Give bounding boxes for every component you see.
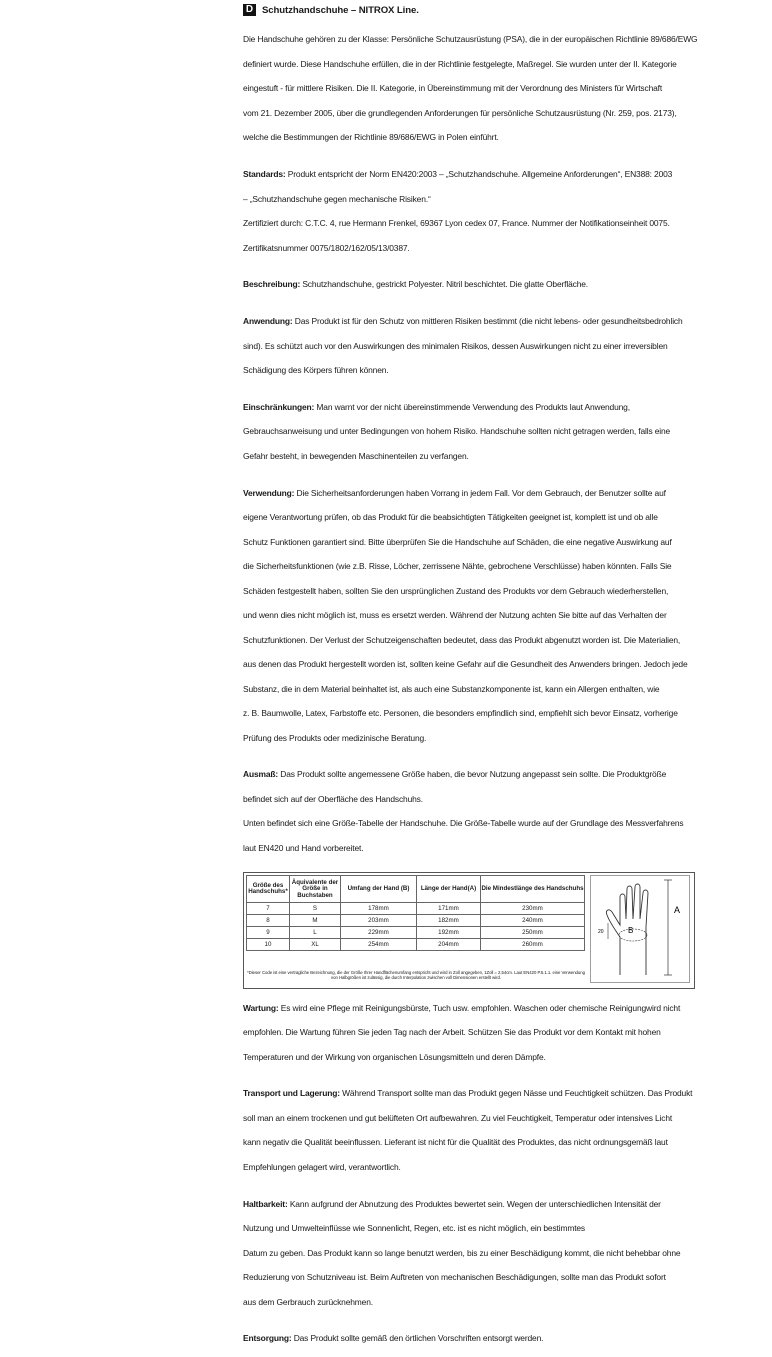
table-row	[247, 927, 585, 939]
text-line: Reduzierung von Schutzniveau ist. Beim Auftreten von mechanischen Beschädigungen, sollte man das Produkt sofort	[243, 1272, 666, 1282]
durability-label: Haltbarkeit:	[243, 1198, 288, 1209]
table-cell: 178mm	[341, 903, 417, 915]
text-line: laut EN420 und Hand vorbereitet.	[243, 842, 364, 853]
text-line: empfohlen. Die Wartung führen Sie jeden Tag nach der Arbeit. Schützen Sie das Produkt vor dem Kontakt mit hohen	[243, 1027, 661, 1037]
table-footnote: *Dieser Code ist eine vertragliche Bezeichnung, die der Größe Ihrer Handflächenumfang entspricht und wird in Zoll angegeben, 1Zoll = 2,54cm. Laut EN420 P.5.1.1. eine Verwendung von Halbgrößen ist zulässig, die durch Interpolation zwischen voll Dimensionen erstellt wird.	[247, 970, 585, 981]
table-header-cell: Umfang der Hand (B)	[341, 876, 417, 903]
text-line: Substanz, die in dem Material beinhaltet ist, als auch eine Substanzkomponente ist, kann ein Allergen enthalten, wie	[243, 683, 660, 694]
text-line: Während Transport sollte man das Produkt gegen Nässe und Feuchtigkeit schützen. Das Produkt	[339, 1088, 693, 1099]
text-line: Zertifikatsnummer 0075/1802/162/05/13/0387.	[243, 242, 410, 253]
text-line: vom 21. Dezember 2005, über die grundlegenden Anforderungen für persönliche Schutzausrüstung (Nr. 259, pos. 2173),	[243, 107, 677, 118]
standards-paragraph	[243, 156, 695, 266]
table-cell: 8	[247, 915, 290, 927]
table-cell: 230mm	[481, 903, 585, 915]
table-cell: 171mm	[417, 903, 481, 915]
table-cell: 260mm	[481, 939, 585, 951]
text-line: befindet sich auf der Oberfläche des Handschuhs.	[243, 793, 423, 804]
table-cell: 229mm	[341, 927, 417, 939]
application-label: Anwendung:	[243, 316, 293, 326]
table-cell: 9	[247, 927, 290, 939]
table-cell: 182mm	[417, 915, 481, 927]
hand-outline-icon	[590, 875, 690, 983]
table-row	[247, 915, 585, 927]
text-line: Temperaturen und der Wirkung von organischen Lösungsmitteln und deren Dämpfe.	[243, 1051, 546, 1062]
description-paragraph	[243, 266, 695, 303]
table-cell: 192mm	[417, 927, 481, 939]
text-line: kann negativ die Qualität beeinflussen. Lieferant ist nicht für die Qualität des Produktes, das nicht ordnungsgemäß laut	[243, 1137, 668, 1148]
text-line: Nutzung und Umwelteinflüsse wie Sonnenlicht, Regen, etc. ist es nicht möglich, ein bestimmtes	[243, 1223, 586, 1233]
size-table-block	[243, 872, 695, 989]
table-header-cell: Äquivalente der Größe in Buchstaben	[290, 876, 341, 903]
size-table	[246, 875, 585, 951]
section-badge: D	[243, 4, 256, 16]
text-line: aus dem Gerbrauch zurücknehmen.	[243, 1296, 373, 1307]
text-line: Schädigung des Körpers führen können.	[243, 365, 389, 375]
restrictions-label: Einschränkungen:	[243, 401, 315, 412]
text-line: Empfehlungen gelagert wird, verantwortlich.	[243, 1161, 401, 1172]
manual-page	[243, 0, 698, 1357]
table-cell: 7	[247, 903, 290, 915]
section-header	[243, 2, 695, 18]
text-line: Man warnt vor der nicht übereinstimmende Verwendung des Produkts laut Anwendung,	[314, 401, 630, 412]
sizing-label: Ausmaß:	[243, 769, 279, 780]
table-header-cell: Größe des Handschuhs*	[247, 876, 290, 903]
table-cell: 10	[247, 939, 290, 951]
text-line: aus denen das Produkt hergestellt worden ist, sollten keine Gefahr auf die Gesundheit des Anwenders bringen. Jedoch jede	[243, 659, 688, 669]
text-line: und wenn dies nicht möglich ist, muss es ersetzt werden. Während der Nutzung achten Sie bitte auf das Verhalten der	[243, 610, 667, 620]
text-line: Zertifiziert durch: C.T.C. 4, rue Hermann Frenkel, 69367 Lyon cedex 07, France. Nummer der Notifikationseinheit 0075.	[243, 218, 670, 228]
text-line: Die Sicherheitsanforderungen haben Vorrang in jedem Fall. Vor dem Gebrauch, der Benutzer sollte auf	[294, 487, 666, 498]
text-line: eingestuft - für mittlere Risiken. Die II. Kategorie, in Übereinstimmung mit der Verordnung des Ministers für Wirtschaft	[243, 83, 663, 94]
durability-paragraph	[243, 1185, 695, 1320]
table-cell: S	[290, 903, 341, 915]
usage-paragraph	[243, 474, 695, 756]
table-cell: M	[290, 915, 341, 927]
diagram-label-20: 20	[598, 929, 604, 936]
sizing-paragraph	[243, 756, 695, 866]
restrictions-paragraph	[243, 389, 695, 475]
text-line: Gebrauchsanweisung und unter Bedingungen von hohem Risiko. Handschuhe sollten nicht getragen werden, falls eine	[243, 426, 671, 437]
intro-paragraph	[243, 21, 698, 156]
table-row	[247, 903, 585, 915]
text-line: Schäden festgestellt haben, sollten Sie den ursprünglichen Zustand des Produkts vor dem Gebrauch wiederherstellen,	[243, 585, 669, 596]
diagram-label-b: B	[628, 926, 634, 936]
disposal-label: Entsorgung:	[243, 1333, 292, 1344]
text-line: Schutzhandschuhe, gestrickt Polyester. Nitril beschichtet. Die glatte Oberfläche.	[300, 279, 588, 290]
text-line: Es wird eine Pflege mit Reinigungsbürste, Tuch usw. empfohlen. Waschen oder chemische Reinigungwird nicht	[278, 1002, 681, 1013]
text-line: Unten befindet sich eine Größe-Tabelle der Handschuhe. Die Größe-Tabelle wurde auf der Grundlage des Messverfahrens	[243, 818, 684, 829]
maintenance-label: Wartung:	[243, 1002, 279, 1013]
text-line: Produkt entspricht der Norm EN420:2003 – „Schutzhandschuhe. Allgemeine Anforderungen“, EN388: 2003	[285, 169, 673, 179]
table-cell: XL	[290, 939, 341, 951]
table-header-row	[247, 876, 585, 903]
text-line: z. B. Baumwolle, Latex, Farbstoffe etc. Personen, die besonders empfindlich sind, empfiehlt sich bevor Einsatz, vorherige	[243, 708, 678, 718]
application-paragraph	[243, 303, 695, 389]
text-line: welche die Bestimmungen der Richtlinie 89/686/EWG in Polen einführt.	[243, 132, 499, 143]
table-cell: 204mm	[417, 939, 481, 951]
table-header-cell: Die Mindestlänge des Handschuhs	[481, 876, 585, 903]
section-title: Schutzhandschuhe – NITROX Line.	[262, 4, 419, 16]
text-line: Schutz Funktionen garantiert sind. Bitte überprüfen Sie die Handschuhe auf Schäden, die eine negative Auswirkung auf	[243, 536, 672, 547]
text-line: Prüfung des Produkts oder medizinische Beratung.	[243, 732, 427, 743]
description-label: Beschreibung:	[243, 279, 301, 290]
text-line: soll man an einem trockenen und gut belüfteten Ort aufbewahren. Zu viel Feuchtigkeit, Temperatur oder intensives Licht	[243, 1112, 673, 1123]
text-line: Die Handschuhe gehören zu der Klasse: Persönliche Schutzausrüstung (PSA), die in der europäischen Richtlinie 89/686/EWG	[243, 34, 698, 45]
text-line: – „Schutzhandschuhe gegen mechanische Risiken.“	[243, 193, 431, 204]
transport-label: Transport und Lagerung:	[243, 1088, 340, 1099]
disposal-paragraph	[243, 1320, 695, 1357]
diagram-label-a: A	[674, 905, 681, 916]
usage-label: Verwendung:	[243, 487, 295, 498]
table-row	[247, 939, 585, 951]
text-line: Schutzfunktionen. Der Verlust der Schutzeigenschaften bedeutet, dass das Produkt abgenutzt worden ist. Die Materialien,	[243, 634, 681, 645]
text-line: Das Produkt sollte angemessene Größe haben, die bevor Nutzung angepasst sein sollte. Die Produktgröße	[278, 769, 667, 780]
table-cell: L	[290, 927, 341, 939]
text-line: Gefahr besteht, in bewegenden Maschinenteilen zu verfangen.	[243, 450, 469, 461]
transport-paragraph	[243, 1075, 695, 1185]
hand-diagram	[590, 875, 690, 983]
table-cell: 203mm	[341, 915, 417, 927]
text-line: sind). Es schützt auch vor den Auswirkungen des minimalen Risikos, dessen Auswirkungen nicht zu einer irreversiblen	[243, 340, 668, 351]
table-cell: 240mm	[481, 915, 585, 927]
maintenance-paragraph	[243, 989, 695, 1075]
text-line: Kann aufgrund der Abnutzung des Produktes bewertet sein. Wegen der unterschiedlichen Intensität der	[287, 1198, 661, 1209]
text-line: die Sicherheitsfunktionen (wie z.B. Risse, Löcher, zerrissene Nähte, gebrochene Verschlüsse) haben könnten. Falls Sie	[243, 561, 672, 571]
table-cell: 254mm	[341, 939, 417, 951]
standards-label: Standards:	[243, 169, 286, 179]
text-line: Das Produkt sollte gemäß den örtlichen Vorschriften entsorgt werden.	[291, 1333, 544, 1344]
text-line: eigene Verantwortung prüfen, ob das Produkt für die beabsichtigten Tätigkeiten geeignet ist, komplett ist und ob alle	[243, 512, 658, 522]
table-cell: 250mm	[481, 927, 585, 939]
table-header-cell: Länge der Hand(A)	[417, 876, 481, 903]
text-line: definiert wurde. Diese Handschuhe erfüllen, die in der Richtlinie festgelegte, Maßregel. Sie wurden unter der II. Kategorie	[243, 58, 677, 69]
text-line: Datum zu geben. Das Produkt kann so lange benutzt werden, bis zu einer Beschädigung kommt, die nicht behebbar ohne	[243, 1247, 681, 1258]
text-line: Das Produkt ist für den Schutz von mittleren Risiken bestimmt (die nicht lebens- oder gesundheitsbedrohlich	[292, 316, 683, 326]
